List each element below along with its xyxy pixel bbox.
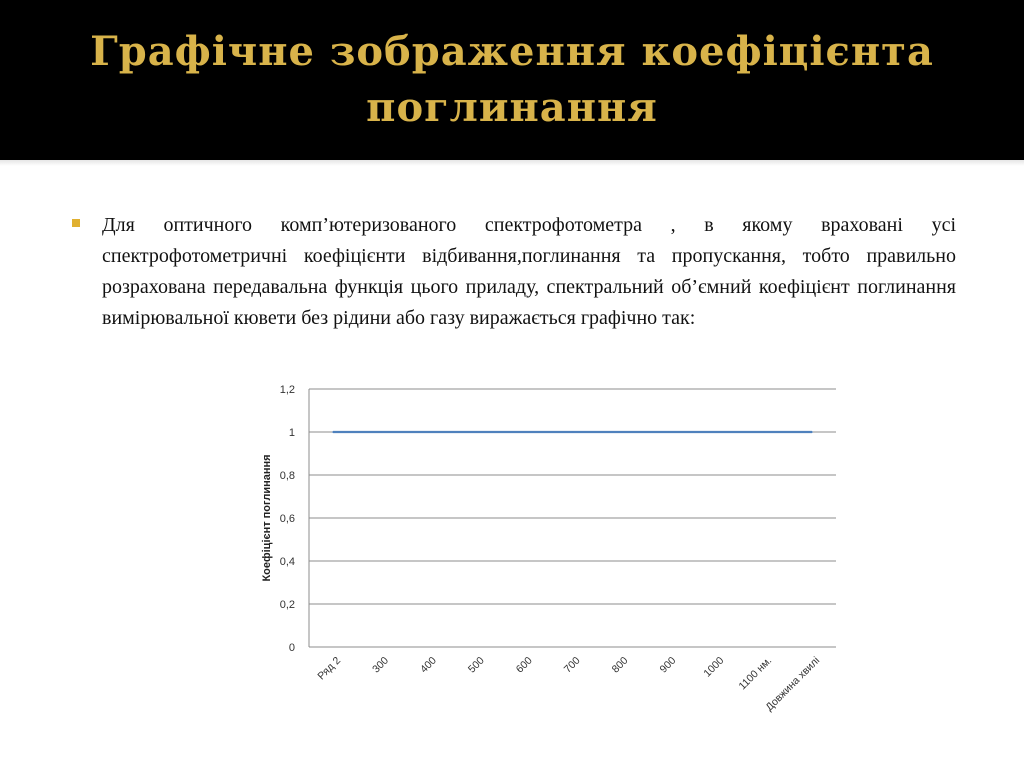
slide-title: Графічне зображення коефіцієнта поглинання [90, 28, 934, 131]
y-tick-labels [280, 384, 295, 654]
x-tick-label: 300 [370, 654, 391, 676]
x-tick-label: 700 [561, 654, 583, 676]
x-tick-label: 900 [657, 654, 679, 676]
x-tick-label: Ряд 2 [315, 654, 344, 683]
y-tick-label: 0,6 [279, 513, 295, 525]
data-point [332, 431, 334, 433]
x-tick-labels [315, 655, 822, 714]
x-tick-label: 400 [418, 654, 439, 676]
series [332, 431, 813, 433]
data-point [476, 431, 478, 433]
header-divider [0, 160, 1024, 166]
x-tick-label: 1100 нм. [736, 654, 775, 693]
data-point [380, 431, 382, 433]
y-tick-label: 1 [288, 427, 295, 439]
data-point [811, 431, 813, 433]
data-point [524, 431, 526, 433]
bullet-text: Для оптичного комп’ютеризованого спектрофотометра , в якому враховані усі спектрофотометричні коефіцієнти відбивання,поглинання та пропускання, тобто правильно розрахована передавальна функція цього приладу, спектральний об’ємний коефіцієнт поглинання вимірювальної кювети без рідини або газу виражається графічно так: [102, 214, 956, 329]
y-tick-label: 1,2 [279, 384, 295, 396]
y-tick-label: 0,2 [279, 599, 295, 611]
data-point [572, 431, 574, 433]
x-tick-label: 1000 [701, 654, 727, 680]
data-point [620, 431, 622, 433]
gridlines [309, 389, 836, 647]
data-point [715, 431, 717, 433]
y-tick-label: 0,8 [279, 470, 295, 482]
x-tick-label: Довжина хвилі [763, 654, 823, 714]
title-band [0, 0, 1024, 160]
x-tick-label: 500 [465, 654, 487, 676]
absorption-chart [230, 372, 850, 752]
square-bullet-icon [72, 219, 80, 227]
data-point [428, 431, 430, 433]
x-tick-label: 800 [609, 654, 631, 676]
y-axis-label: Коефіцієнт поглинання [261, 454, 273, 582]
x-tick-label: 600 [513, 654, 535, 676]
data-point [763, 431, 765, 433]
bullet-item [72, 210, 956, 334]
data-point [668, 431, 670, 433]
y-tick-label: 0 [288, 642, 295, 654]
y-tick-label: 0,4 [279, 556, 295, 568]
